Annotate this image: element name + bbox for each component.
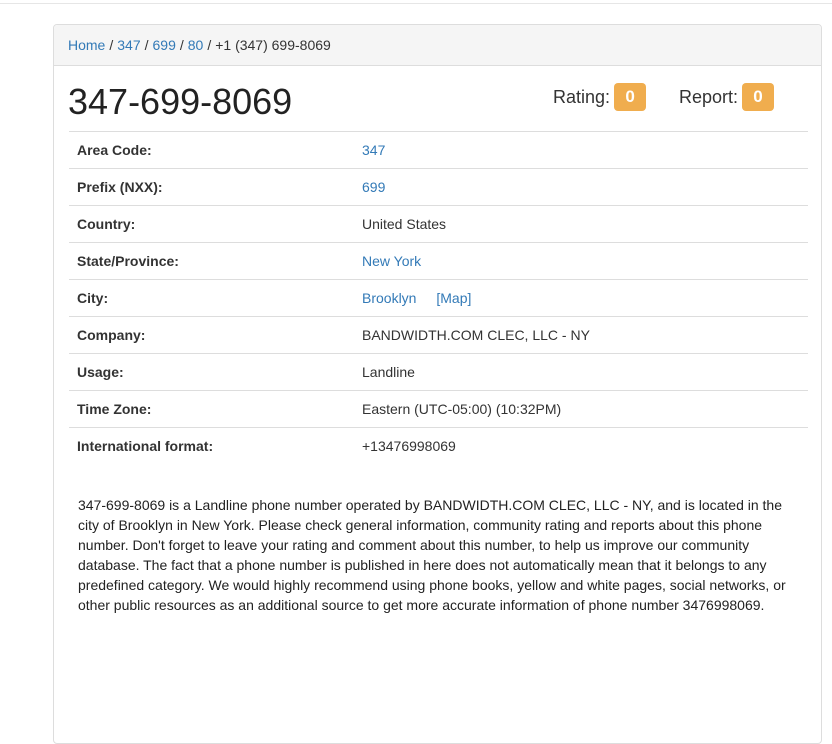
title-row: [54, 66, 821, 132]
state-link[interactable]: New York: [362, 253, 422, 269]
time-zone-label: Time Zone:: [69, 391, 354, 428]
usage-value: Landline: [354, 354, 808, 391]
table-row: [69, 317, 808, 354]
breadcrumb-prefix-link[interactable]: 699: [152, 37, 176, 53]
time-zone-value: Eastern (UTC-05:00) (10:32PM): [354, 391, 808, 428]
breadcrumb-separator: /: [179, 37, 184, 53]
breadcrumb-separator: /: [109, 37, 114, 53]
city-label: City:: [69, 280, 354, 317]
report-badge: 0: [742, 83, 774, 111]
breadcrumb-current: +1 (347) 699-8069: [215, 37, 331, 53]
report-label: Report:: [679, 86, 739, 107]
map-link[interactable]: [Map]: [436, 290, 472, 306]
table-row: [69, 243, 808, 280]
table-row: [69, 169, 808, 206]
company-value: BANDWIDTH.COM CLEC, LLC - NY: [354, 317, 808, 354]
table-row: [69, 354, 808, 391]
details-table: [69, 131, 808, 465]
international-format-label: International format:: [69, 428, 354, 465]
table-row: [69, 428, 808, 465]
table-row: [69, 280, 808, 317]
report-stat: [679, 83, 774, 111]
area-code-label: Area Code:: [69, 132, 354, 169]
country-value: United States: [354, 206, 808, 243]
breadcrumb: [54, 25, 821, 66]
breadcrumb-separator: /: [144, 37, 149, 53]
breadcrumb-home-link[interactable]: Home: [68, 37, 106, 53]
company-label: Company:: [69, 317, 354, 354]
phone-info-panel: [53, 24, 822, 744]
prefix-link[interactable]: 699: [362, 179, 386, 195]
country-label: Country:: [69, 206, 354, 243]
rating-label: Rating:: [553, 86, 611, 107]
page-title: 347-699-8069: [68, 81, 293, 122]
rating-badge: 0: [614, 83, 646, 111]
usage-label: Usage:: [69, 354, 354, 391]
prefix-label: Prefix (NXX):: [69, 169, 354, 206]
top-divider: [0, 3, 832, 4]
area-code-link[interactable]: 347: [362, 142, 386, 158]
international-format-value: +13476998069: [354, 428, 808, 465]
breadcrumb-line-link[interactable]: 80: [187, 37, 204, 53]
breadcrumb-separator: /: [207, 37, 212, 53]
table-row: [69, 132, 808, 169]
breadcrumb-area-code-link[interactable]: 347: [117, 37, 141, 53]
state-label: State/Province:: [69, 243, 354, 280]
rating-stat: [553, 83, 646, 111]
table-row: [69, 206, 808, 243]
table-row: [69, 391, 808, 428]
city-link[interactable]: Brooklyn: [362, 290, 417, 306]
description-text: 347-699-8069 is a Landline phone number operated by BANDWIDTH.COM CLEC, LLC - NY, and is located in the city of Brooklyn in New York. Please check general information, community rating and reports about this phone number. Don't forget to leave your rating and comment about this number, to help us improve our community database. The fact that a phone number is published in here does not automatically mean that it belongs to any predefined category. We would highly recommend using phone books, yellow and white pages, social networks, or other public resources as an additional source to get more accurate information of phone number 3476998069.: [78, 497, 786, 613]
